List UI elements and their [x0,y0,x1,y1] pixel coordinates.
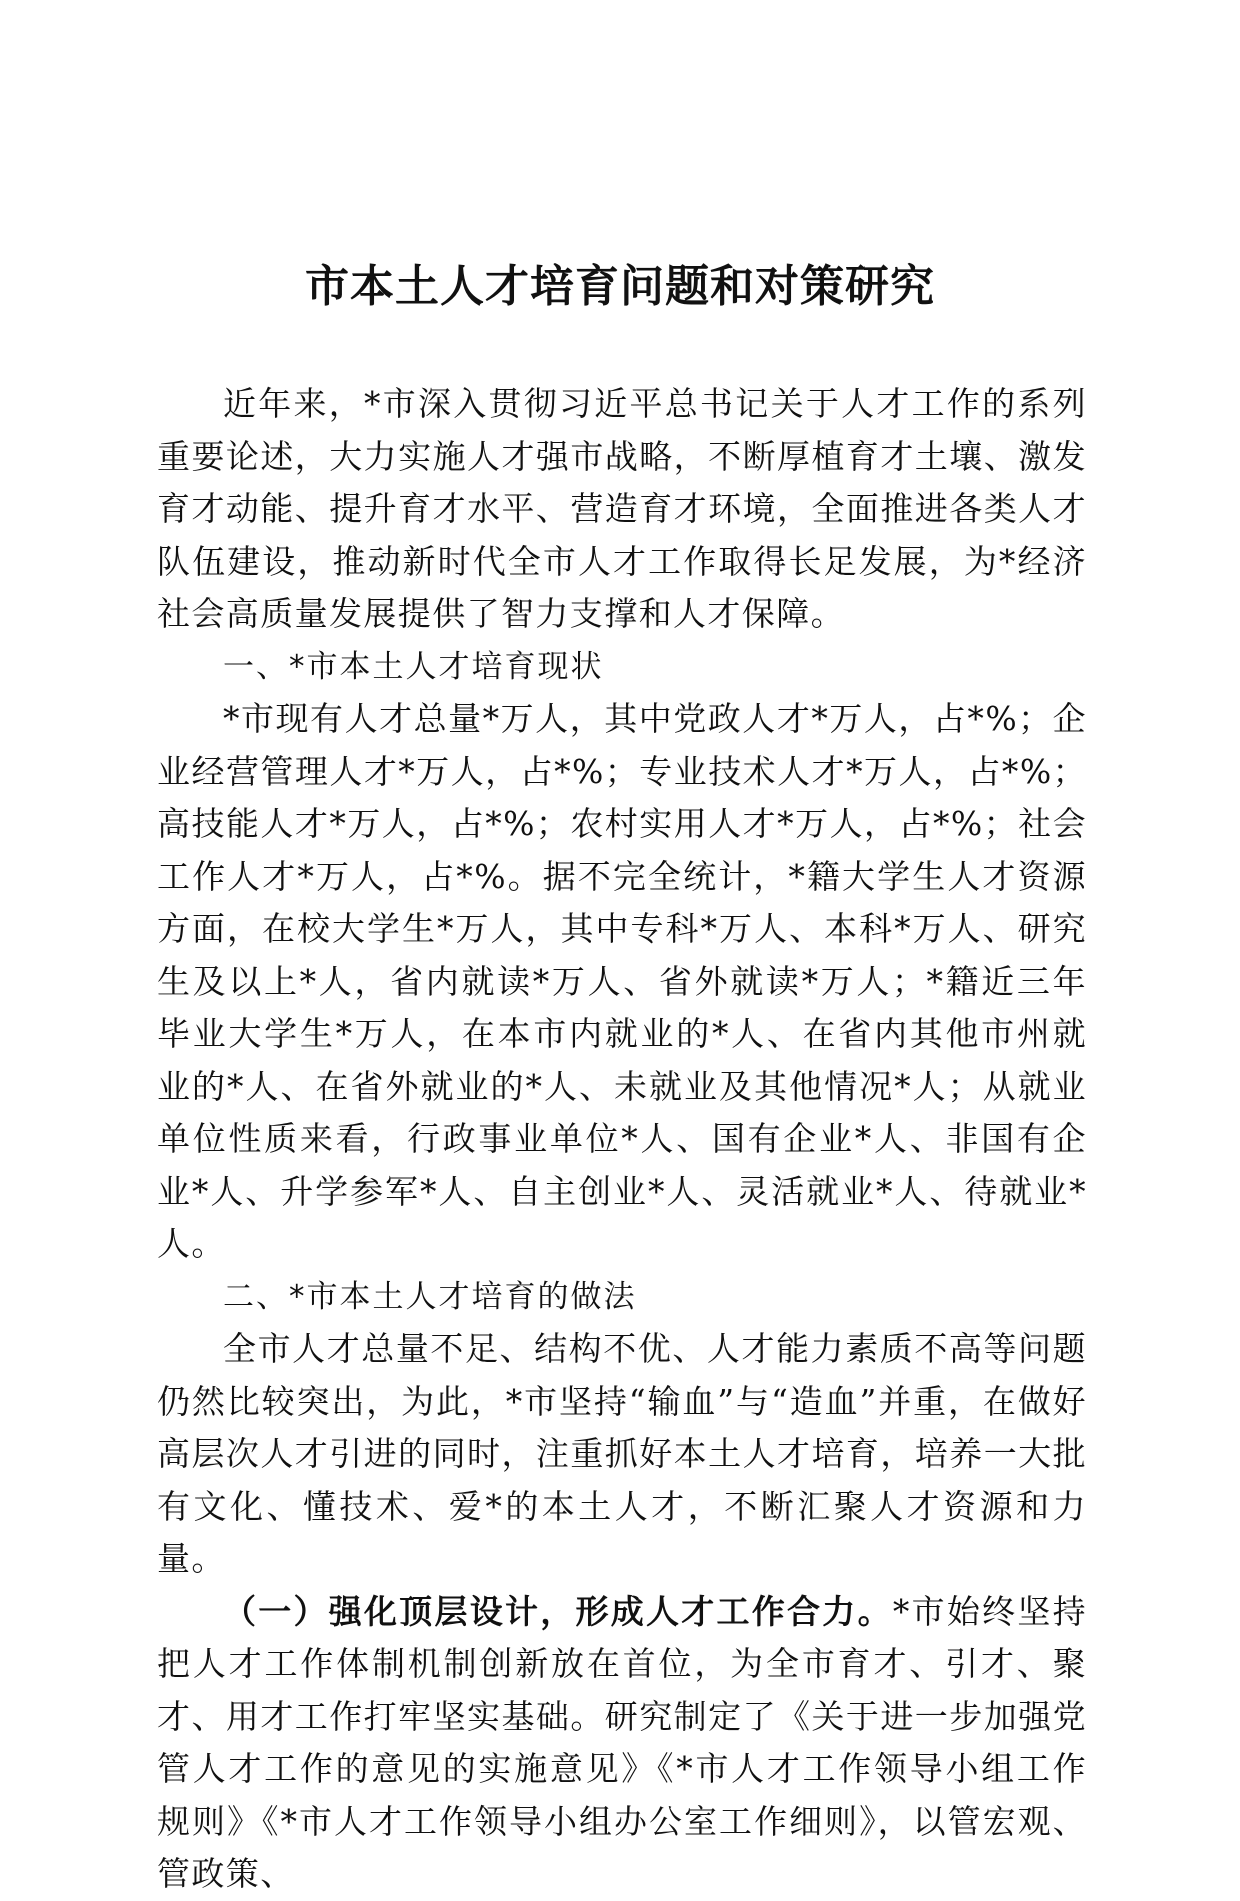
section-1-heading: 一、*市本土人才培育现状 [223,648,604,685]
document-title: 市本土人才培育问题和对策研究 [305,261,935,313]
section-2-heading: 二、*市本土人才培育的做法 [223,1278,637,1315]
subsection-1-text: *市始终坚持把人才工作体制机制创新放在首位，为全市育才、引才、聚才、用才工作打牢坚实基础。研究制定了《关于进一步加强党管人才工作的意见的实施意见》《*市人才工作领导小组工作规则》《*市人才工作领导小组办公室工作细则》，以管宏观、管政策、 [157,1591,1087,1893]
document-body [157,378,1087,1901]
intro-paragraph: 近年来，*市深入贯彻习近平总书记关于人才工作的系列重要论述，大力实施人才强市战略，不断厚植育才土壤、激发育才动能、提升育才水平、营造育才环境，全面推进各类人才队伍建设，推动新时代全市人才工作取得长足发展，为*经济社会高质量发展提供了智力支撑和人才保障。 [157,384,1087,633]
subsection-1-heading: （一）强化顶层设计，形成人才工作合力。 [223,1591,893,1631]
subsection-1-paragraph [157,1586,1087,1901]
section-2-paragraph: 全市人才总量不足、结构不优、人才能力素质不高等问题仍然比较突出，为此，*市坚持“输血”与“造血”并重，在做好高层次人才引进的同时，注重抓好本土人才培育，培养一大批有文化、懂技术、爱*的本土人才，不断汇聚人才资源和力量。 [157,1329,1087,1578]
section-1-paragraph: *市现有人才总量*万人，其中党政人才*万人，占*%；企业经营管理人才*万人，占*%；专业技术人才*万人，占*%；高技能人才*万人，占*%；农村实用人才*万人，占*%；社会工作人才*万人，占*%。据不完全统计，*籍大学生人才资源方面，在校大学生*万人，其中专科*万人、本科*万人、研究生及以上*人，省内就读*万人、省外就读*万人；*籍近三年毕业大学生*万人，在本市内就业的*人、在省内其他市州就业的*人、在省外就业的*人、未就业及其他情况*人；从就业单位性质来看，行政事业单位*人、国有企业*人、非国有企业*人、升学参军*人、自主创业*人、灵活就业*人、待就业*人。 [157,699,1088,1263]
